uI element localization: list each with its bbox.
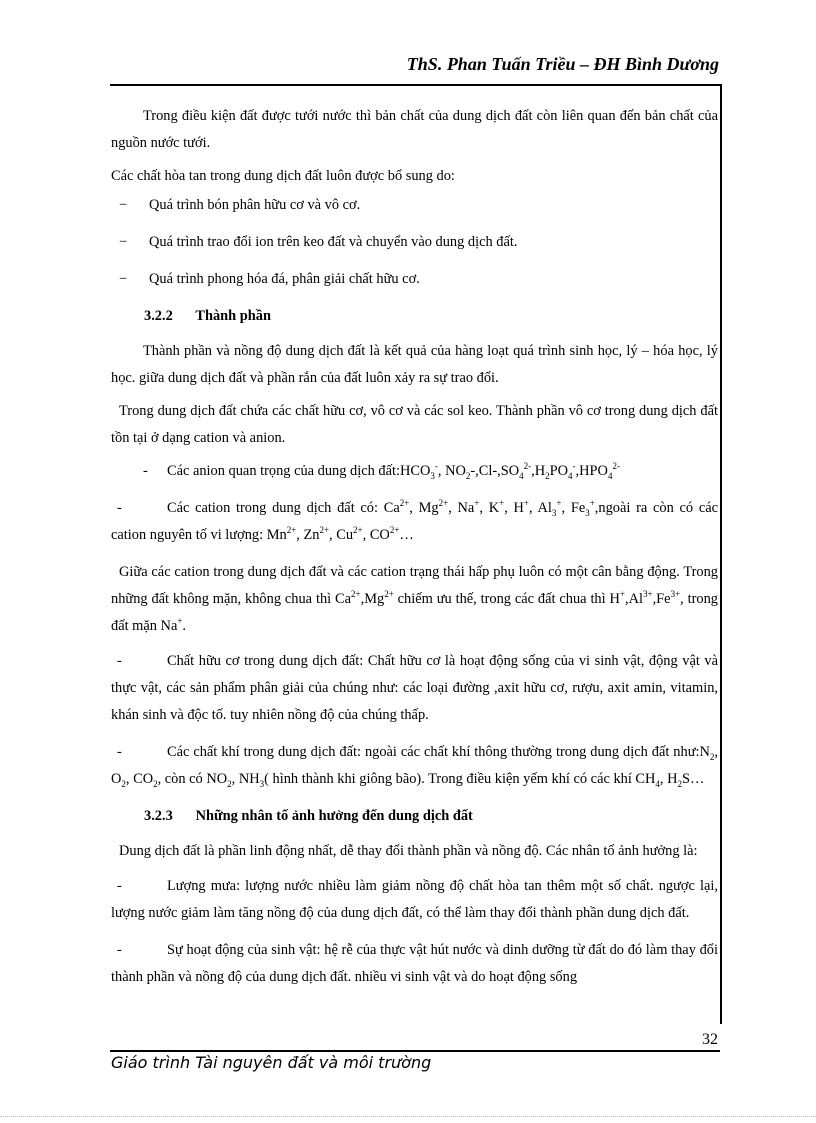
section-title: Những nhân tố ảnh hưởng đến dung dịch đất [195,808,473,824]
organic-paragraph: - Chất hữu cơ trong dung dịch đất: Chất hữu cơ là hoạt động sống của vi sinh vật, động vật và thực vật, các sản phẩm phân giải của chúng như: các loại đường ,axit hữu cơ, rượu, axit amin, vitamin, khán sinh và độc tố. tuy nhiên nồng độ của chúng thấp. [111,653,718,723]
section-title: Thành phần [195,308,271,324]
footer-rule [110,1050,720,1052]
section-number: 3.2.2 [144,308,173,324]
list-item [111,229,718,256]
equilibrium-paragraph: Giữa các cation trong dung dịch đất và các cation trạng thái hấp phụ luôn có một cân bằng động. Trong những đất không mặn, không chua thì $Ca^{2+},Mg^{2+}$ chiếm ưu thế, trong các đất chua thì $H^+,Al^{3+},Fe^{3+}$, trong đất mặn Na+. [111,564,718,634]
page-border-right [720,84,722,1024]
anion-paragraph: - Các anion quan trọng của dung dịch $đất:HCO_3^-$, $NO_2-,Cl-,SO_4^{2-},H_2PO_4^-,HPO_4^{2-}$ [143,461,620,481]
list-item [111,192,718,219]
paragraph: Trong dung dịch đất chứa các chất hữu cơ, vô cơ và các sol keo. Thành phần vô cơ trong dung dịch đất tồn tại ở dạng cation và anion. [111,403,718,446]
header-author: ThS. Phan Tuấn Triều – ĐH Bình Dương [406,54,719,74]
paragraph: Các chất hòa tan trong dung dịch đất luôn được bổ sung do: [111,168,455,184]
rainfall-paragraph: - Lượng mưa: lượng nước nhiều làm giảm nồng độ chất hòa tan thêm một số chất. ngược lại, lượng nước giảm làm tăng nồng độ của dung dịch đất, có thể làm thay đổi thành phần dung dịch đất. [111,878,718,921]
header-rule [110,84,720,86]
list-item-text: Quá trình trao đổi ion trên keo đất và chuyển vào dung dịch đất. [149,234,518,250]
cation-paragraph: - Các cation trong dung dịch đất có: $Ca^{2+}$, $Mg^{2+}$, Na+, K+, H+, $Al_3^+$, $Fe_3^+,ngoài$ ra còn có các cation nguyên tố vi lượng: $Mn^{2+}$, $Zn^{2+}$, $Cu^{2+}$, $CO^{2+}\dots$ [111,498,718,543]
paragraph: Dung dịch đất là phần linh động nhất, dễ thay đổi thành phần và nồng độ. Các nhân tố ảnh hưởng là: [119,843,698,859]
section-number: 3.2.3 [144,808,173,824]
section-heading [111,303,718,330]
gas-paragraph: - Các chất khí trong dung dịch đất: ngoài các chất khí thông thường trong dung dịch đất $như:N_2$, $O_2$, $CO_2$, còn có $NO_2$, $NH_3$( hình thành khi giông bão). Trong điều kiện yếm khí có các khí $CH_4$, $H_2S\dots$ [111,744,718,789]
list-item [111,266,718,293]
biology-paragraph: - Sự hoạt động của sinh vật: hệ rễ của thực vật hút nước và dinh dưỡng từ đất do đó làm thay đổi thành phần và nồng độ của dung dịch đất. nhiều vi sinh vật và do hoạt động sống [111,942,718,985]
page-number: 32 [702,1031,718,1048]
paragraph: Thành phần và nồng độ dung dịch đất là kết quả của hàng loạt quá trình sinh học, lý – hóa học, lý học. giữa dung dịch đất và phần rắn của đất luôn xảy ra sự trao đổi. [111,343,718,386]
document-body [111,103,718,1001]
footer-title: Giáo trình Tài nguyên đất và môi trường [111,1053,432,1072]
section-heading [111,803,718,830]
dash-bullet: − [119,234,128,250]
paragraph: Trong điều kiện đất được tưới nước thì bản chất của dung dịch đất còn liên quan đến bản chất của nguồn nước tưới. [111,108,718,151]
list-item-text: Quá trình phong hóa đá, phân giải chất hữu cơ. [149,271,420,287]
page-break-line [0,1116,816,1117]
dash-bullet: − [119,271,128,287]
list-item-text: Quá trình bón phân hữu cơ và vô cơ. [149,197,361,213]
dash-bullet: − [119,197,128,213]
